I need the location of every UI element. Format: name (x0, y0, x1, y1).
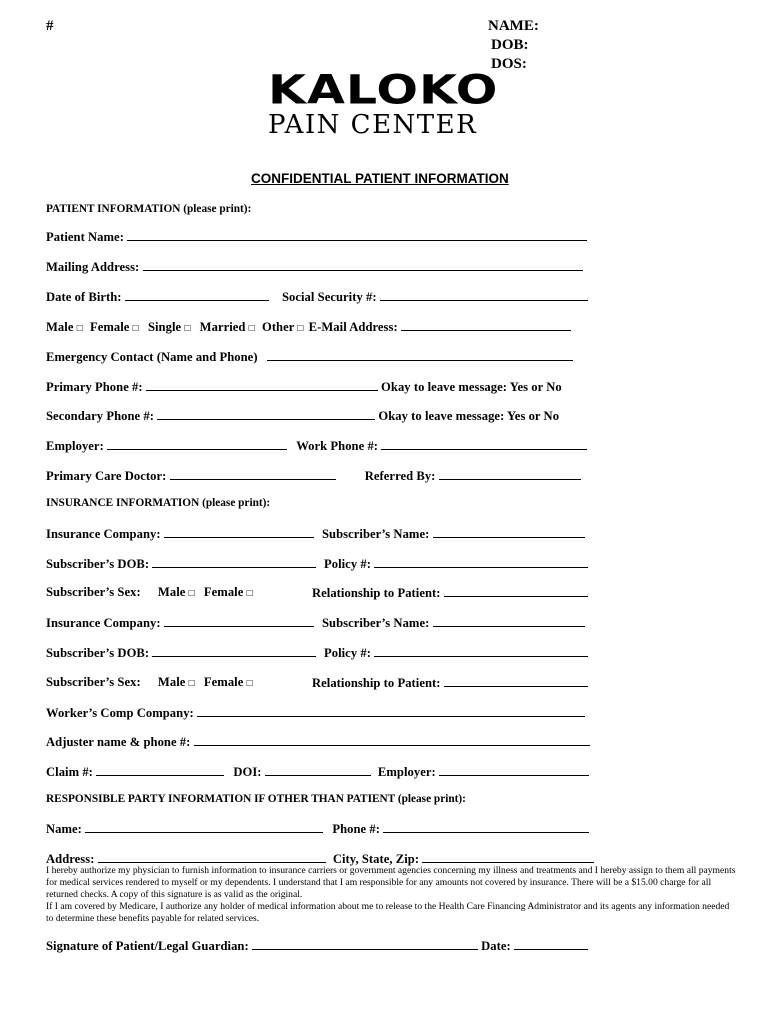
logo-wordmark: KALOKO (268, 66, 499, 114)
insurance-company-row-2 (46, 615, 314, 631)
male-checkbox[interactable]: □ (188, 588, 195, 599)
email-field[interactable] (401, 319, 571, 331)
emergency-contact-field[interactable] (267, 349, 573, 361)
mailing-address-field[interactable] (143, 259, 583, 271)
male-checkbox[interactable]: □ (76, 323, 83, 334)
married-label: Married (199, 320, 246, 334)
subscriber-name-label: Subscriber’s Name: (322, 616, 430, 630)
responsible-name-label: Name: (46, 822, 82, 836)
policy-field[interactable] (374, 556, 588, 568)
mailing-address-label: Mailing Address: (46, 260, 140, 274)
secondary-phone-label: Secondary Phone #: (46, 409, 154, 423)
secondary-phone-row (46, 408, 559, 424)
workers-comp-label: Worker’s Comp Company: (46, 706, 194, 720)
relationship-field[interactable] (444, 585, 588, 597)
female-label: Female (203, 585, 244, 599)
dob-row (46, 289, 588, 305)
responsible-phone-label: Phone #: (332, 822, 380, 836)
signature-date-label: Date: (481, 939, 511, 953)
single-checkbox[interactable]: □ (184, 323, 191, 334)
dos-label: DOS: (491, 56, 527, 72)
female-checkbox[interactable]: □ (246, 588, 253, 599)
insurance-company-label: Insurance Company: (46, 527, 161, 541)
subscriber-name-row-2 (322, 615, 585, 631)
social-security-field[interactable] (380, 289, 588, 301)
primary-care-label: Primary Care Doctor: (46, 469, 167, 483)
relationship-label: Relationship to Patient: (312, 586, 441, 600)
social-security-label: Social Security #: (281, 290, 377, 304)
authorization-paragraph: I hereby authorize my physician to furnish information to insurance carriers or government agencies concerning my illness and treatments and I hereby assign to them all payments for medical services rendered to myself or my dependents. I understand that I am responsible for any amounts not covered by insurance. There will be a $15.00 charge for all returned checks. A copy of this signature is as valid as the original. (46, 865, 736, 900)
employer-row (46, 438, 587, 454)
doi-label: DOI: (233, 765, 262, 779)
female-checkbox[interactable]: □ (246, 678, 253, 689)
subscriber-name-field[interactable] (433, 615, 585, 627)
policy-label: Policy #: (324, 557, 371, 571)
policy-row-1 (324, 556, 588, 572)
responsible-party-heading: RESPONSIBLE PARTY INFORMATION IF OTHER THAN PATIENT (please print): (46, 793, 466, 805)
subscriber-name-row-1 (322, 526, 585, 542)
insurance-company-row-1 (46, 526, 314, 542)
responsible-address-label: Address: (46, 852, 95, 866)
relationship-row-1 (312, 585, 588, 601)
referred-by-field[interactable] (439, 468, 581, 480)
signature-row (46, 938, 588, 954)
date-of-birth-label: Date of Birth: (46, 290, 122, 304)
female-checkbox[interactable]: □ (132, 323, 139, 334)
female-label: Female (203, 675, 244, 689)
workers-comp-field[interactable] (197, 705, 585, 717)
insurance-company-label: Insurance Company: (46, 616, 161, 630)
work-phone-label: Work Phone #: (296, 439, 379, 453)
subscriber-sex-row-2 (46, 675, 253, 690)
subscriber-dob-row-2 (46, 645, 316, 661)
married-checkbox[interactable]: □ (248, 323, 255, 334)
subscriber-dob-row-1 (46, 556, 316, 572)
referred-by-label: Referred By: (364, 469, 436, 483)
subscriber-dob-label: Subscriber’s DOB: (46, 557, 150, 571)
insurance-info-heading: INSURANCE INFORMATION (please print): (46, 497, 271, 509)
responsible-name-row (46, 821, 589, 837)
responsible-address-field[interactable] (98, 851, 326, 863)
employer-label: Employer: (46, 439, 104, 453)
insurance-company-field[interactable] (164, 526, 314, 538)
subscriber-dob-field[interactable] (152, 556, 316, 568)
responsible-phone-field[interactable] (383, 821, 589, 833)
adjuster-row (46, 734, 590, 750)
adjuster-field[interactable] (194, 734, 590, 746)
patient-name-label: Patient Name: (46, 230, 124, 244)
male-label: Male (46, 320, 74, 334)
subscriber-name-label: Subscriber’s Name: (322, 527, 430, 541)
city-state-zip-field[interactable] (422, 851, 594, 863)
logo-subtitle: PAIN CENTER (268, 110, 478, 140)
signature-date-field[interactable] (514, 938, 588, 950)
date-of-birth-field[interactable] (125, 289, 269, 301)
secondary-phone-field[interactable] (157, 408, 375, 420)
relationship-field[interactable] (444, 675, 588, 687)
name-label: NAME: (488, 18, 539, 34)
primary-phone-row (46, 379, 562, 395)
work-phone-field[interactable] (381, 438, 587, 450)
male-checkbox[interactable]: □ (188, 678, 195, 689)
adjuster-label: Adjuster name & phone #: (46, 735, 191, 749)
relationship-row-2 (312, 675, 588, 691)
patient-info-heading: PATIENT INFORMATION (please print): (46, 203, 252, 215)
workers-comp-row (46, 705, 585, 721)
medicare-paragraph: If I am covered by Medicare, I authorize any holder of medical information about me to release to the Health Care Financing Administrator and its agents any information needed to determine these benefits payable for related services. (46, 901, 730, 924)
policy-row-2 (324, 645, 588, 661)
subscriber-name-field[interactable] (433, 526, 585, 538)
employer-field[interactable] (107, 438, 287, 450)
insurance-company-field[interactable] (164, 615, 314, 627)
claim-employer-label: Employer: (377, 765, 436, 779)
okay-message-secondary: Okay to leave message: Yes or No (378, 409, 560, 423)
city-state-zip-label: City, State, Zip: (332, 852, 420, 866)
mailing-address-row (46, 259, 583, 275)
other-checkbox[interactable]: □ (297, 323, 304, 334)
sex-marital-row (46, 319, 571, 335)
primary-care-field[interactable] (170, 468, 336, 480)
emergency-contact-row (46, 349, 573, 365)
subscriber-dob-label: Subscriber’s DOB: (46, 646, 150, 660)
relationship-label: Relationship to Patient: (312, 676, 441, 690)
claim-field[interactable] (96, 764, 224, 776)
email-label: E-Mail Address: (308, 320, 398, 334)
policy-label: Policy #: (324, 646, 371, 660)
signature-label: Signature of Patient/Legal Guardian: (46, 939, 249, 953)
patient-name-field[interactable] (127, 229, 587, 241)
primary-phone-label: Primary Phone #: (46, 380, 143, 394)
emergency-contact-label: Emergency Contact (Name and Phone) (46, 350, 258, 364)
signature-field[interactable] (252, 938, 478, 950)
subscriber-dob-field[interactable] (152, 645, 316, 657)
other-label: Other (261, 320, 295, 334)
form-title: CONFIDENTIAL PATIENT INFORMATION (251, 171, 509, 186)
claim-employer-field[interactable] (439, 764, 589, 776)
subscriber-sex-label: Subscriber’s Sex: (46, 585, 141, 599)
male-label: Male (157, 675, 186, 689)
form-number-mark: # (46, 18, 54, 34)
subscriber-sex-row-1 (46, 585, 253, 600)
dob-label: DOB: (491, 37, 529, 53)
patient-name-row (46, 229, 587, 245)
okay-message-primary: Okay to leave message: Yes or No (381, 380, 562, 394)
single-label: Single (147, 320, 182, 334)
claim-label: Claim #: (46, 765, 93, 779)
doi-field[interactable] (265, 764, 371, 776)
primary-phone-field[interactable] (146, 379, 378, 391)
primary-care-row (46, 468, 581, 484)
male-label: Male (157, 585, 186, 599)
responsible-name-field[interactable] (85, 821, 323, 833)
claim-row (46, 764, 589, 780)
subscriber-sex-label: Subscriber’s Sex: (46, 675, 141, 689)
policy-field[interactable] (374, 645, 588, 657)
female-label: Female (89, 320, 130, 334)
